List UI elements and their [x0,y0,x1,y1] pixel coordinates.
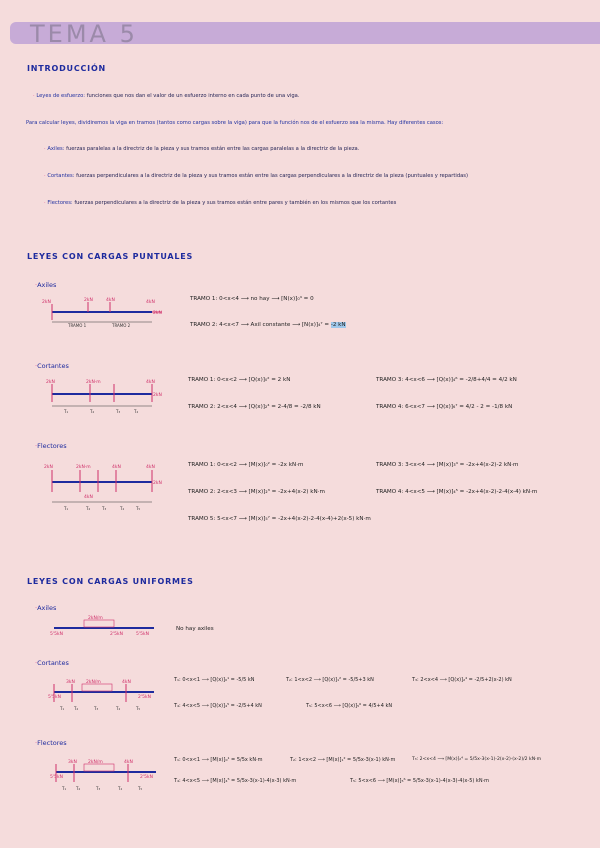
cortantes-uniformes-t1: T₁: 0<x<1 ⟶ [Q(x)]₀¹ = -5/5 kN [174,677,255,683]
tramo-label: T₄ [118,786,123,791]
bullet-icon: · [33,93,35,99]
tramo-label: T₁ [64,506,69,511]
distributed-load [82,684,112,691]
tramo-label: T₄ [134,409,139,414]
puntuales-cortantes-label: ·Cortantes [35,362,69,370]
tramo-label: T₄ [120,506,125,511]
load-label: 2kN/m [88,760,103,765]
flectores-uniformes-t1: T₁: 0<x<1 ⟶ [M(x)]₀¹ = 5/5x kN·m [174,757,263,763]
flectores-puntuales-t1: TRAMO 1: 0<x<2 ⟶ [M(x)]₀² = -2x kN·m [188,462,304,468]
flectores-puntuales-t4: TRAMO 4: 4<x<5 ⟶ [M(x)]₄⁵ = -2x+4(x-2)-2-4(x-4) kN·m [376,489,538,495]
cortantes-puntuales-t1: TRAMO 1: 0<x<2 ⟶ [Q(x)]₀² = 2 kN [188,377,291,383]
highlight-value: -2 kN [330,322,346,328]
load-label: 2kN [153,311,162,316]
load-label: 2'5kN [140,775,153,780]
load-label: 5'5kN [48,695,61,700]
flectores-puntuales-diagram [40,458,180,514]
cortantes-uniformes-t3: T₃: 2<x<4 ⟶ [Q(x)]₂⁴ = -2/5+2(x-2) kN [412,677,512,683]
cortantes-puntuales-t4: TRAMO 4: 6<x<7 ⟶ [Q(x)]₆⁷ = 4/2 - 2 = -1/8 kN [376,404,513,410]
bullet-icon: · [44,146,46,152]
uniformes-cortantes-label: ·Cortantes [35,659,69,667]
load-label: 2kN [42,300,51,305]
tramo-label: TRAMO 2 [112,323,131,328]
tramo-label: T₁ [64,409,69,414]
intro-axiles [44,146,359,152]
load-label: 2kN [84,298,93,303]
intro-line1 [33,93,299,99]
tramo-label: T₅ [138,786,143,791]
load-label: 3kN [66,680,75,685]
intro-cortantes-text: fuerzas perpendiculares a la directriz de la pieza y sus tramos están entre las cargas perpendiculares a la directriz de la pieza (puntuales y repartidas) [76,173,469,179]
load-label: 4kN [124,760,133,765]
puntuales-flectores-label: ·Flectores [35,442,67,450]
flectores-uniformes-diagram [48,754,168,794]
axiles-uniformes-note: No hay axiles [176,626,214,632]
intro-line1-label: Leyes de esfuerzo: [36,93,86,99]
load-label: 5'5kN [50,632,63,637]
distributed-load [84,620,114,627]
load-label: 4kN [106,298,115,303]
tramo-label: T₃ [94,706,99,711]
intro-heading: INTRODUCCIÓN [27,64,107,73]
flectores-uniformes-t4: T₄: 4<x<5 ⟶ [M(x)]₄⁵ = 5/5x-3(x-1)-4(x-3) kN·m [174,778,297,784]
bullet-icon: · [44,200,46,206]
load-label: 4kN [84,495,93,500]
load-label: 4kN [112,465,121,470]
uniformes-flectores-label: ·Flectores [35,739,67,747]
load-label: 2'5kN [110,632,123,637]
load-label: 2kN [44,465,53,470]
load-label: 2kN·m [76,465,91,470]
load-label: 2kN [153,481,162,486]
cortantes-uniformes-t5: T₅: 5<x<6 ⟶ [Q(x)]₅⁶ = 4/5+4 kN [306,703,393,709]
intro-cortantes-label: Cortantes: [47,173,75,179]
load-label: 2kN [46,380,55,385]
tramo-label: T₁ [60,706,65,711]
axiles-puntuales-eq2: TRAMO 2: 4<x<7 ⟶ Axil constante ⟶ [N(x)]₄⁷ = -2 kN [190,322,346,328]
tramo-label: T₅ [136,706,141,711]
intro-axiles-text: fuerzas paralelas a la directriz de la pieza y sus tramos están entre las cargas paralelas a la directriz de la pieza. [66,146,360,152]
intro-axiles-label: Axiles: [47,146,65,152]
cortantes-uniformes-diagram [46,674,166,714]
tramo-label: T₂ [74,706,79,711]
tramo-label: T₄ [116,706,121,711]
intro-line1-text: funciones que nos dan el valor de un esfuerzo interno en cada punto de una viga. [86,93,300,99]
tramo-label: T₅ [136,506,141,511]
tramo-label: T₂ [90,409,95,414]
tramo-label: TRAMO 1 [68,323,87,328]
axiles-puntuales-eq1: TRAMO 1: 0<x<4 ⟶ no hay ⟶ [N(x)]₀⁴ = 0 [190,296,314,302]
load-label: 4kN [122,680,131,685]
load-label: 4kN [146,380,155,385]
load-label: 2kN [153,393,162,398]
axiles-uniformes-diagram [44,612,164,640]
load-label: 4kN [146,300,155,305]
load-label: 3kN [68,760,77,765]
intro-cortantes [44,173,468,179]
flectores-uniformes-t2: T₂: 1<x<2 ⟶ [M(x)]₁² = 5/5x-3(x-1) kN·m [290,757,396,763]
intro-flectores-label: Flectores: [47,200,73,206]
flectores-puntuales-t2: TRAMO 2: 2<x<3 ⟶ [M(x)]₂³ = -2x+4(x-2) kN·m [188,489,325,495]
puntuales-heading: LEYES CON CARGAS PUNTUALES [27,252,194,261]
load-label: 2'5kN [138,695,151,700]
cortantes-uniformes-t2: T₂: 1<x<2 ⟶ [Q(x)]₁² = -5/5+3 kN [286,677,374,683]
load-label: 2kN/m [86,680,101,685]
intro-line2: Para calcular leyes, dividiremos la viga en tramos (tantos como cargas sobre la viga) para que la función nos de el esfuerzo sea la misma. Hay diferentes casos: [26,120,444,126]
load-label: 2kN·m [86,380,101,385]
flectores-uniformes-t5: T₅: 5<x<6 ⟶ [M(x)]₅⁶ = 5/5x-3(x-1)-4(x-3)-4(x-5) kN·m [350,778,490,784]
load-label: 5'5kN [136,632,149,637]
tramo-label: T₃ [96,786,101,791]
bullet-icon: · [44,173,46,179]
tramo-label: T₂ [76,786,81,791]
tramo-label: T₃ [102,506,107,511]
cortantes-puntuales-t2: TRAMO 2: 2<x<4 ⟶ [Q(x)]₂⁴ = 2-4/8 = -2/8 kN [188,404,321,410]
flectores-puntuales-t3: TRAMO 3: 3<x<4 ⟶ [M(x)]₃⁴ = -2x+4(x-2)-2 kN·m [376,462,519,468]
intro-flectores [44,200,396,206]
intro-flectores-text: fuerzas perpendiculares a la directriz de la pieza y sus tramos están entre pares y también en los mismos que los cortantes [74,200,397,206]
axiles-puntuales-diagram [40,294,180,334]
load-label: 5'5kN [50,775,63,780]
cortantes-uniformes-t4: T₄: 4<x<5 ⟶ [Q(x)]₄⁵ = -2/5+4 kN [174,703,262,709]
puntuales-axiles-label: ·Axiles [35,281,57,289]
tramo-label: T₁ [62,786,67,791]
load-label: 2kN/m [88,616,103,621]
uniformes-heading: LEYES CON CARGAS UNIFORMES [27,577,194,586]
uniformes-axiles-label: ·Axiles [35,604,57,612]
load-label: 4kN [146,465,155,470]
tramo-label: T₂ [86,506,91,511]
distributed-load [84,764,114,771]
page-title: TEMA 5 [30,20,138,48]
flectores-uniformes-t3: T₃: 2<x<4 ⟶ [M(x)]₂⁴ = 5/5x-3(x-1)-2(x-2)·(x-2)/2 kN·m [412,757,542,762]
flectores-puntuales-t5: TRAMO 5: 5<x<7 ⟶ [M(x)]₅⁷ = -2x+4(x-2)-2-4(x-4)+2(x-5) kN·m [188,516,371,522]
cortantes-puntuales-t3: TRAMO 3: 4<x<6 ⟶ [Q(x)]₄⁶ = -2/8+4/4 = 4/2 kN [376,377,517,383]
cortantes-puntuales-diagram [40,376,180,416]
tramo-label: T₃ [116,409,121,414]
